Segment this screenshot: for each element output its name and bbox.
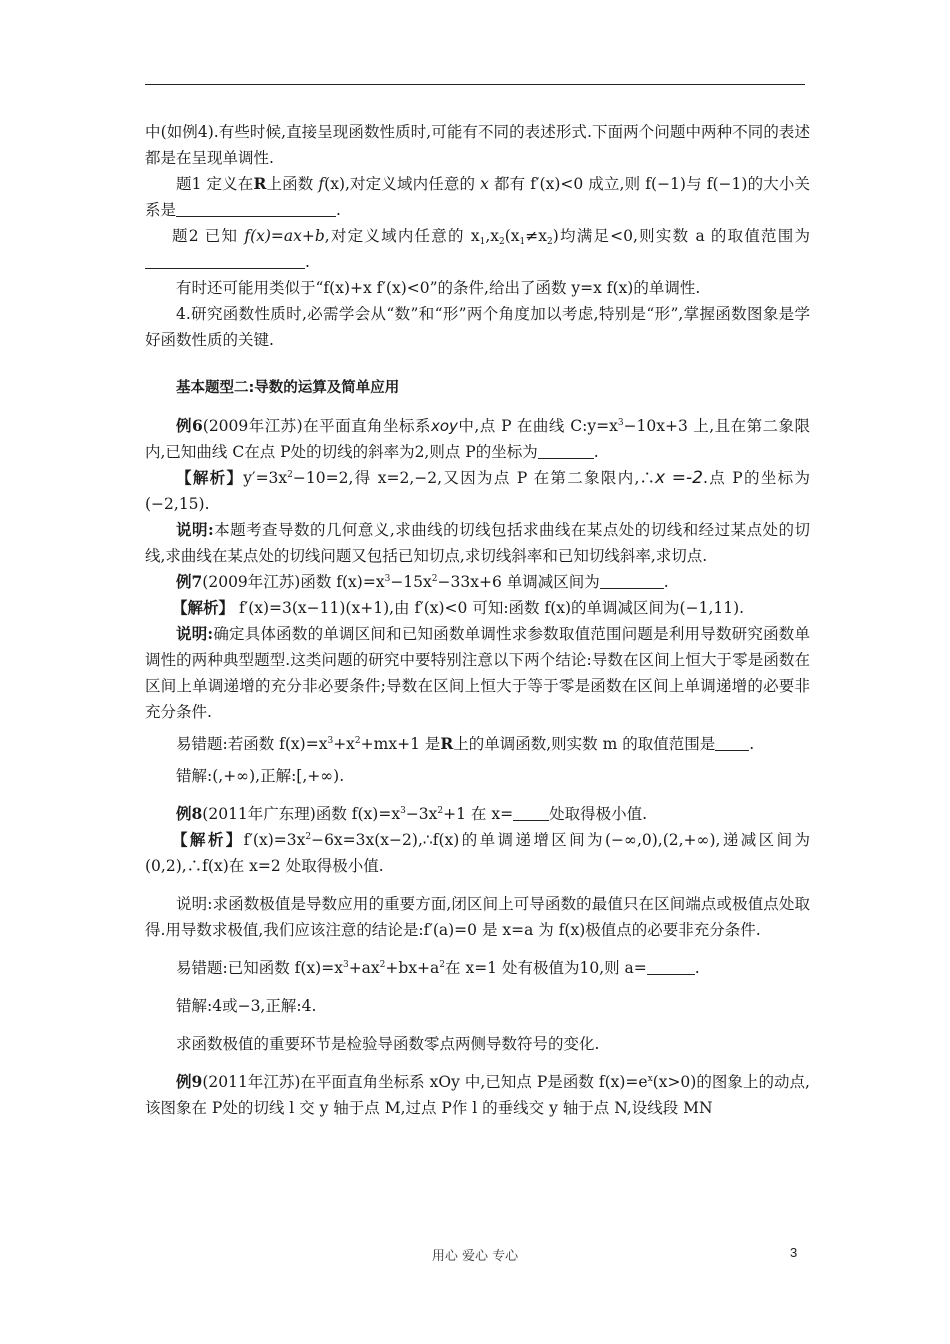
example-8: 例8(2011年广东理)函数 $f(x)=x^3-3x^2+1$ 在 x= 处取得极小值. [176,804,648,823]
answer-blank [176,200,336,217]
key-point: 求函数极值的重要环节是检验导函数零点两侧导数符号的变化. [176,1035,600,1053]
answer-blank [715,734,749,751]
example-9: 例9(2011年江苏)在平面直角坐标系 xOy 中,已知点 P是函数 $f(x)=e^x(x>0)$的图象上的动点,该图象在 P处的切线 l 交 y 轴于点 M,过点 P作 l 的垂线交 y 轴于点 N,设线段 MN [145,1072,810,1117]
section-heading: 基本题型二:导数的运算及简单应用 [176,380,400,396]
note-7: 说明:确定具体函数的单调区间和已知函数单调性求参数取值范围问题是利用导数研究函数单调性的两种典型题型.这类问题的研究中要特别注意以下两个结论:导数在区间上恒大于零是函数在区间上单调递增的充分非必要条件;导数在区间上恒大于等于零是函数在区间上单调递增的必要非充分条件. [145,624,810,721]
page-number: 3 [790,1245,798,1260]
note-8: 说明:求函数极值是导数应用的重要方面,闭区间上可导函数的最值只在区间端点或极值点处取得.用导数求极值,我们应该注意的结论是:f′(a)=0 是 x=a 为 f(x)极值点的必要非充分条件. [145,895,810,939]
point-4-paragraph: 4.研究函数性质时,必需学会从“数”和“形”两个角度加以考虑,特别是“形”,掌握函数图象是学好函数性质的关键. [145,305,810,349]
answer-blank [647,958,695,975]
intro-paragraph: 中(如例4).有些时候,直接呈现函数性质时,可能有不同的表述形式.下面两个问题中两种不同的表述都是在呈现单调性. [145,123,810,167]
wrong-answer-2: 错解:4或−3,正解:4. [176,997,317,1015]
example-label: 例6 [176,416,203,435]
header-rule [145,84,805,85]
problem-1: 题1 定义在R上函数 f(x),对定义域内任意的 x 都有 f′(x)<0 成立,则 f(−1)与 f(−1)的大小关系是 . [145,174,810,219]
solution-6: 【解析】$y'=3x^2-10=2$,得 x=2,−2,又因为点 P 在第二象限内,∴x =-2.点 P的坐标为(−2,15). [145,468,810,513]
problem-2: 题2 已知 f(x)=ax+b,对定义域内任意的 $x_1,x_2(x_1\ne x_2)$均满足<0,则实数 a 的取值范围为. [145,223,810,275]
page-content [145,119,810,1121]
answer-blank [538,442,594,459]
answer-blank [513,804,549,821]
answer-blank [600,572,664,589]
condition-paragraph: 有时还可能用类似于“f(x)+x f′(x)<0”的条件,给出了函数 y=x f(x)的单调性. [176,279,701,297]
trap-question-1: 易错题:若函数 $f(x)=x^3+x^2+mx+1$ 是R上的单调函数,则实数 m 的取值范围是 . [176,734,755,753]
solution-8: 【解析】$f'(x)=3x^2-6x=3x(x-2),\therefore f(x)$的单调递增区间为(−∞,0),(2,+∞),递减区间为(0,2),∴f(x)在 x=2 处取得极小值. [145,830,810,875]
trap-question-2: 易错题:已知函数 $f(x)=x^3+ax^2+bx+a^2$在 x=1 处有极值为10,则 a= . [176,959,700,977]
page-footer: 用心 爱心 专心 [431,1249,519,1264]
solution-7: 【解析】 f′(x)=3(x−11)(x+1),由 f′(x)<0 可知:函数 f(x)的单调减区间为(−1,11). [172,598,745,617]
answer-blank [145,252,305,269]
example-7: 例7(2009年江苏)函数 $f(x)=x^3-15x^2-33x+6$ 单调减区间为 . [176,572,669,591]
note-6: 说明:本题考查导数的几何意义,求曲线的切线包括求曲线在某点处的切线和经过某点处的切线,求曲线在某点处的切线问题又包括已知切点,求切线斜率和已知切线斜率,求切点. [145,520,810,565]
example-6: 例6(2009年江苏)在平面直角坐标系xoy中,点 P 在曲线 $C:y=x^3-10x+3$ 上,且在第二象限内,已知曲线 C在点 P处的切线的斜率为2,则点 P的坐标为 . [145,416,810,461]
wrong-answer-1: 错解:(,+∞),正解:[,+∞). [176,767,345,785]
